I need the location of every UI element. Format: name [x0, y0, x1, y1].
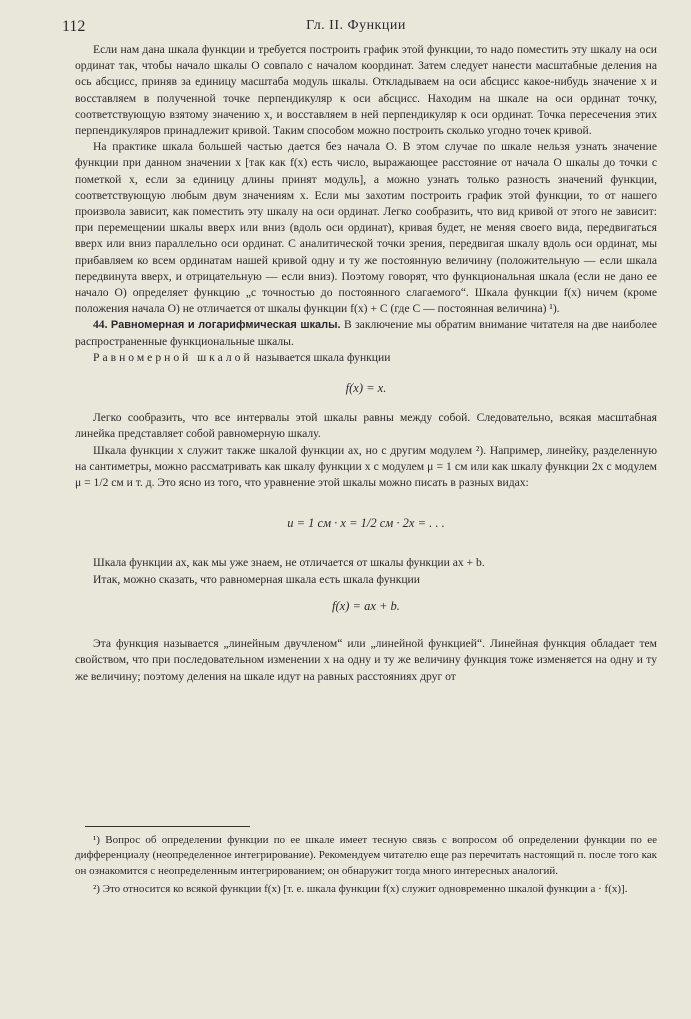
paragraph: Итак, можно сказать, что равномерная шкала есть шкала функции: [93, 572, 420, 586]
formula-2: u = 1 см · x = 1/2 см · 2x = . . .: [287, 516, 445, 531]
paragraph: Шкала функции ax, как мы уже знаем, не отличается от шкалы функции ax + b.: [93, 556, 485, 570]
definition-rest: называется шкала функции: [255, 350, 391, 364]
formula-3: f(x) = ax + b.: [332, 598, 400, 613]
paragraph: На практике шкала большей частью дается без начала O. В этом случае по шкале нельзя узнать значение функции при данном значении x [так как f(x) есть число, выражающее расстояние от начала O шкалы до точки с пометкой x, если за единицу длины принят модуль], а можно узнать только разность значений функции, соответствующую любым двум значениям x. Если мы захотим построить график этой функции, то от нашего произвола зависит, как поместить эту шкалу на оси ординат. Легко сообразить, что вид кривой от этого не зависит: при перемещении шкалы вверх или вниз (вдоль оси ординат), кривая будет, не меняя своего вида, передвигаться вверх или вниз параллельно оси ординат. С аналитической точки зрения, передвигая шкалу вдоль оси ординат, мы прибавляем ко всем ординатам нашей кривой одну и ту же постоянную величину (положительную — если шкала передвинута вверх, и отрицательную — если вниз). Поэтому говорят, что функциональная шкала (если не дано ее начало O) определяет функцию „с точностью до постоянного слагаемого“. Шкала функции f(x) ничем (кроме положения начала O) не отличается от шкалы функции f(x) + C (где C — постоянная величина) ¹).: [75, 140, 657, 316]
paragraph: Легко сообразить, что все интервалы этой шкалы равны между собой. Следовательно, всякая масштабная линейка представляет собой равномерную шкалу.: [75, 411, 657, 441]
section-intro: В заключение мы обратим внимание читателя на две наиболее распространенные функциональные шкалы.: [75, 318, 657, 348]
section-title: Равномерная и логарифмическая шкалы.: [110, 319, 341, 332]
page-number: 112: [62, 18, 86, 35]
footnote-1: ¹) Вопрос об определении функции по ее шкале имеет тесную связь с вопросом об определении функции по ее дифференциалу (неопределенное интегрирование). Рекомендуем читателю еще раз перечитать настоящий п. после того как он ознакомится с неопределенным интегрированием; он обнаружит тогда много интересных аналогий.: [75, 834, 657, 877]
definition: [75, 350, 657, 366]
section-number: 44.: [93, 318, 108, 332]
footnote-2: ²) Это относится ко всякой функции f(x) [т. е. шкала функции f(x) служит одновременно шкалой функции a · f(x)].: [93, 883, 628, 896]
paragraph: Шкала функции x служит также шкалой функции ax, но с другим модулем ²). Например, линейку, разделенную на сантиметры, можно рассматривать как шкалу функции x с модулем μ = 1 см или как шкалу функции 2x с модулем μ = 1/2 см и т. д. Это ясно из того, что уравнение этой шкалы можно писать в разных видах:: [75, 443, 657, 490]
main-text: [75, 42, 657, 685]
footnote-rule: [85, 826, 250, 827]
paragraph: Эта функция называется „линейным двучленом“ или „линейной функцией“. Линейная функция обладает тем свойством, что при последовательном изменении x на одну и ту же величину функция тоже изменяется на одну и ту же величину; поэтому деления на шкале идут на равных расстояниях друг от: [75, 637, 657, 683]
running-title: Гл. II. Функции: [306, 18, 406, 33]
footnotes: [75, 826, 657, 898]
defined-term: Равномерной шкалой: [93, 350, 253, 364]
section-44: [75, 317, 657, 349]
paragraph: Если нам дана шкала функции и требуется построить график этой функции, то надо поместить эту шкалу на оси ординат так, чтобы начало шкалы O совпало с началом координат. Затем следует нанести масштабные деления на ось абсцисс, приняв за единицу масштаба модуль шкалы. Откладываем на оси абсцисс какое-нибудь значение x и восставляем в полученной точке перпендикуляр к оси абсцисс. Находим на шкале на оси ординат точку, соответствующую взятому значению x, и восставляем в ней перпендикуляр к оси ординат. Точка пересечения этих перпендикуляров принадлежит кривой. Таким способом можно построить сколько угодно точек кривой.: [75, 43, 657, 138]
page-header: [62, 18, 650, 40]
formula-1: f(x) = x.: [345, 381, 387, 396]
